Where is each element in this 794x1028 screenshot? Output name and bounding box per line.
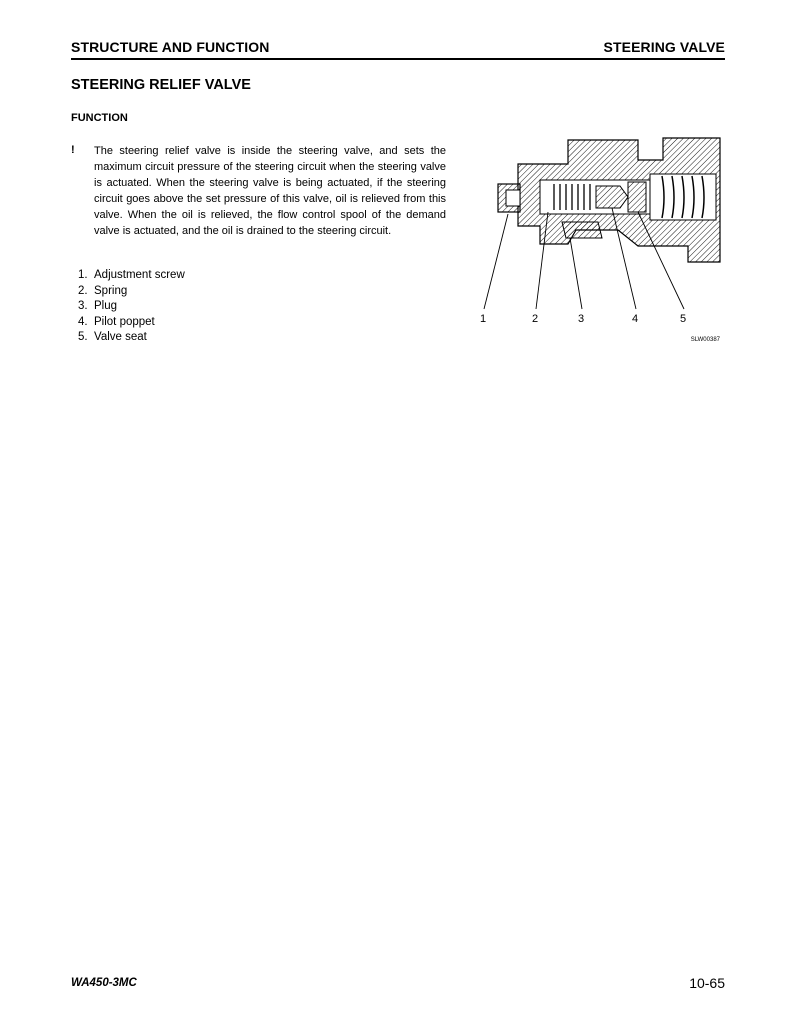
page-number: 10-65 [689, 975, 725, 991]
part-label: Pilot poppet [94, 315, 155, 328]
list-item [78, 299, 185, 315]
list-item [78, 284, 185, 300]
relief-valve-diagram [478, 134, 724, 346]
callout-3: 3 [578, 313, 585, 325]
figure-code: SLW00387 [690, 337, 720, 343]
section-title: STEERING RELIEF VALVE [71, 77, 251, 93]
header-chapter-title: STRUCTURE AND FUNCTION [71, 39, 270, 55]
list-item [78, 268, 185, 284]
part-number: 3. [78, 300, 88, 312]
part-number: 2. [78, 284, 88, 297]
header-section-name: STEERING VALVE [603, 39, 725, 55]
function-paragraph: The steering relief valve is inside the steering valve, and sets the maximum circuit pressure of the steering circuit when the steering valve is actuated. When the steering valve is being actuated, if the steering circuit goes above the set pressure of this valve, oil is relieved from this valve. When the oil is relieved, the flow control spool of the demand valve is actuated, and the oil is drained to the steering circuit. [94, 145, 446, 237]
part-label: Valve seat [94, 331, 147, 343]
list-item [78, 315, 185, 331]
part-number: 4. [78, 315, 88, 328]
list-item [78, 330, 185, 346]
page-header [71, 38, 725, 60]
part-label: Spring [94, 284, 128, 297]
subsection-title: FUNCTION [71, 112, 128, 124]
callout-4: 4 [632, 313, 639, 325]
footer-model: WA450-3MC [71, 977, 137, 989]
valve-cross-section-drawing [478, 134, 724, 346]
part-number: 1. [78, 269, 88, 281]
callout-1: 1 [480, 313, 487, 325]
part-label: Adjustment screw [94, 269, 185, 281]
callout-5: 5 [680, 313, 687, 325]
parts-list [78, 268, 185, 346]
part-label: Plug [94, 300, 118, 312]
callout-2: 2 [532, 313, 539, 325]
bullet-icon: ! [71, 144, 75, 156]
part-number: 5. [78, 331, 88, 343]
